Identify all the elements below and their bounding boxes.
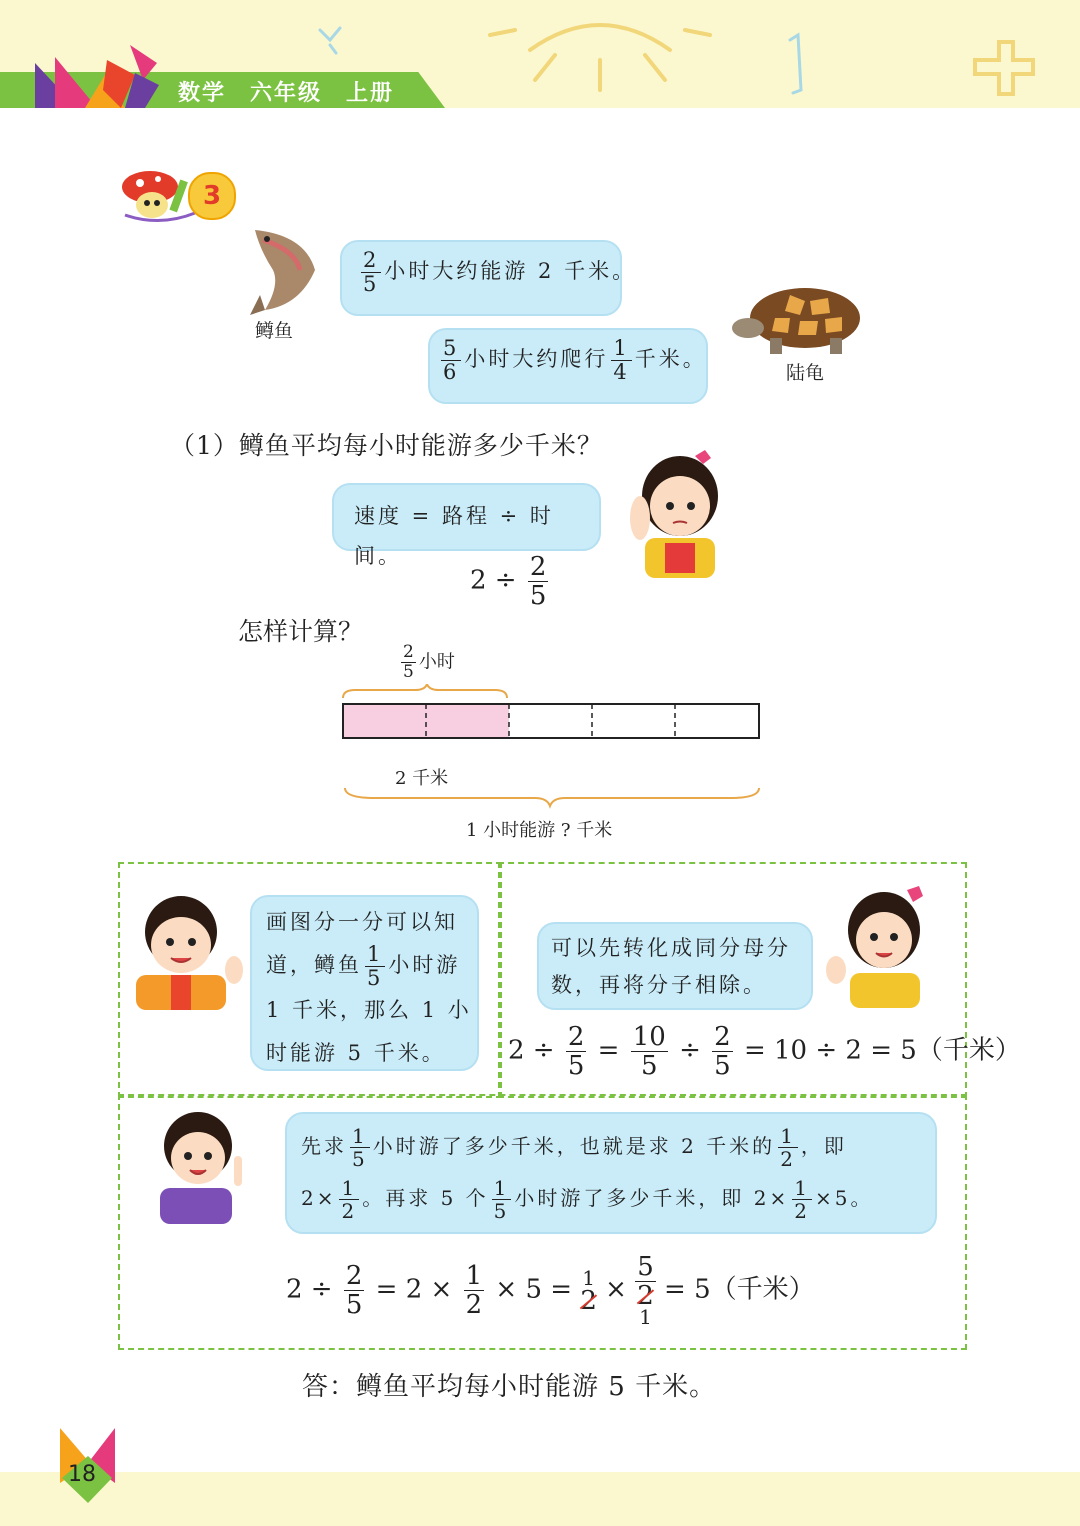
footer-band	[0, 1472, 1080, 1526]
fraction: $\frac{1}{2}$	[341, 1176, 358, 1223]
answer-text: 答：鳟鱼平均每小时能游 5 千米。	[302, 1372, 717, 1402]
tortoise-speech-bubble: $\frac{5}{6}$ 小时大约爬行 $\frac{1}{4}$ 千米。	[428, 328, 708, 404]
trout-label: 鳟鱼	[255, 320, 294, 342]
cancelled-factor: 1 2	[580, 1265, 597, 1316]
fraction: $\frac{1}{5}$	[367, 942, 384, 991]
tortoise-icon	[730, 283, 870, 358]
tangram-logo	[35, 45, 160, 108]
fraction: $\frac{2}{5}$	[363, 248, 380, 296]
fraction: $\frac{1}{5}$	[352, 1124, 368, 1171]
header-title: 数学 六年级 上册	[178, 81, 395, 106]
equation-multiply: 2 ÷ $\frac{2}{5}$ = 2 × $\frac{1}{2}$ × 5 = 1 2 × 5 2 1 = 5（千米）	[286, 1252, 815, 1329]
fraction: $\frac{5}{6}$	[443, 336, 460, 384]
equation-common-denominator: 2 ÷ $\frac{2}{5}$ = $\frac{10}{5}$ ÷ $\frac{2}{5}$ = 10 ÷ 2 = 5（千米）	[508, 1022, 1021, 1081]
question-text: （1）鳟鱼平均每小时能游多少千米？	[170, 431, 603, 460]
girl-waving-icon	[822, 885, 942, 1010]
formula-speech-bubble	[332, 483, 601, 568]
how-to-calc: 怎样计算？	[238, 617, 364, 646]
segment-diagram	[335, 684, 770, 809]
fraction: $\frac{2}{5}$	[403, 642, 414, 682]
boy-speech-bubble: 画图分一分可以知 道，鳟鱼 $\frac{1}{5}$ 小时游 1 千米，那么 1 小 时能游 5 千米。	[250, 895, 479, 1071]
formula-text: 速度 = 路程 ÷ 时间。	[354, 504, 554, 568]
boy2-speech-bubble: 先求 $\frac{1}{5}$ 小时游了多少千米，也就是求 2 千米的 $\frac{1}{2}$ ，即 2× $\frac{1}{2}$ 。再求 5 个 $\frac{1}{5}$ 小时游了多少千米，即 2× $\frac{1}{2}$ ×5。	[285, 1112, 937, 1234]
boy-waving-icon	[126, 890, 244, 1015]
fraction: $\frac{1}{2}$	[465, 1261, 483, 1320]
cancelled-fraction: 5 2 1	[637, 1252, 654, 1329]
fraction: $\frac{10}{5}$	[632, 1022, 666, 1081]
fraction: $\frac{1}{2}$	[794, 1176, 810, 1223]
fraction: $\frac{2}{5}$	[529, 552, 547, 611]
diagram-top-label: $\frac{2}{5}$ 小时	[403, 642, 455, 682]
top-brace	[343, 684, 507, 698]
tortoise-label: 陆龟	[786, 362, 825, 384]
girl-speech-bubble: 可以先转化成同分母分 数，再将分子相除。	[537, 922, 813, 1010]
trout-icon	[245, 225, 320, 315]
diagram-bottom-label: 1 小时能游 ? 千米	[466, 820, 613, 841]
bottom-brace	[345, 788, 759, 806]
trout-speech-bubble	[340, 240, 637, 316]
diagram-mid-label: 2 千米	[395, 768, 449, 789]
fraction: $\frac{1}{4}$	[613, 336, 630, 384]
example-number: 3	[202, 181, 222, 211]
page-number: 18	[68, 1462, 96, 1487]
trout-bubble-text: 小时大约能游 2 千米。	[384, 259, 637, 283]
fraction: $\frac{1}{5}$	[493, 1176, 510, 1223]
fraction: $\frac{2}{5}$	[714, 1022, 731, 1081]
fraction: $\frac{1}{2}$	[780, 1124, 796, 1171]
boy-pointing-icon	[150, 1106, 250, 1226]
fraction: $\frac{2}{5}$	[567, 1022, 585, 1081]
fraction: $\frac{2}{5}$	[345, 1261, 363, 1320]
example-badge	[188, 172, 236, 220]
division-expression: 2 ÷ $\frac{2}{5}$	[470, 552, 547, 611]
girl-thinking-icon	[625, 448, 730, 578]
